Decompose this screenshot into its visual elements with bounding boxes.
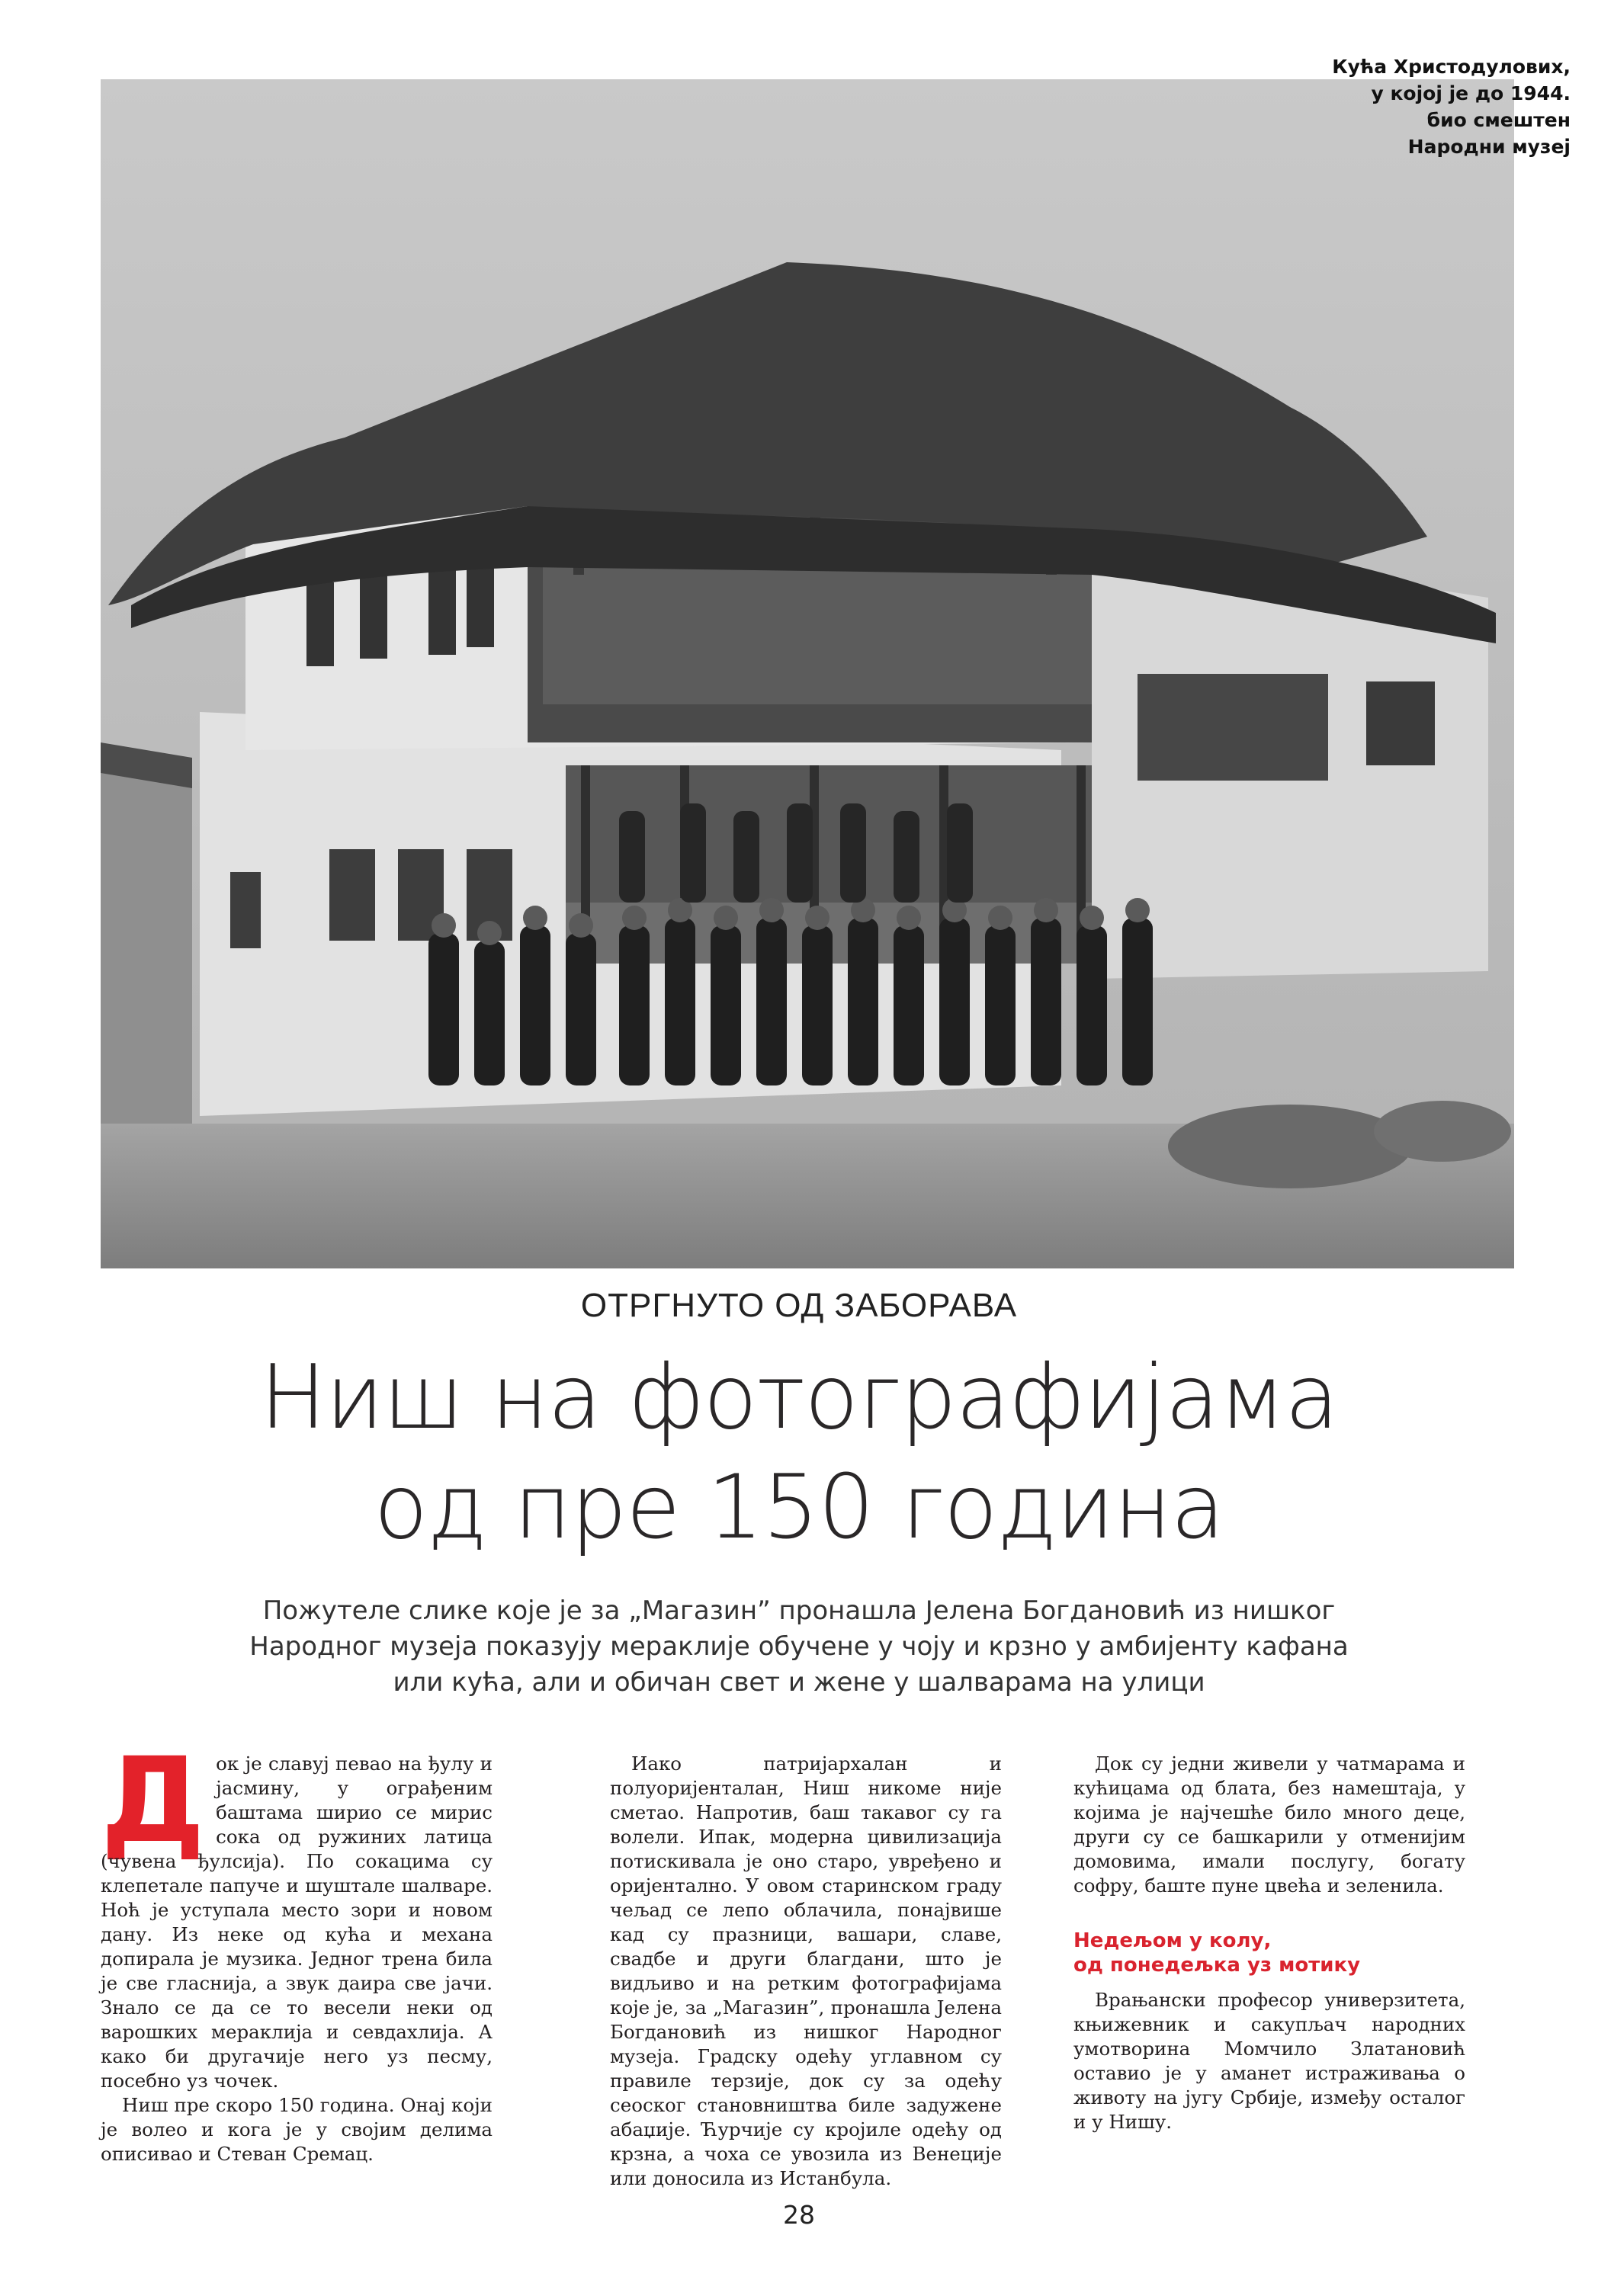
headline-line-2: од пре 150 година	[374, 1456, 1224, 1559]
deck-line: Пожутеле слике које је за „Магазин” пронашла Јелена Богдановић из нишког	[262, 1595, 1336, 1626]
paragraph: Врањански професор универзитета, књижевник и сакупљач народних умотворина Момчило Златановић оставио је у аманет истраживања о животу на југу Србије, између осталог и у Нишу.	[1073, 1989, 1465, 2133]
caption-line: у којој је до 1944.	[1371, 82, 1571, 104]
headline-line-1: Ниш на фотографијама	[259, 1346, 1339, 1449]
caption-line: Народни музеј	[1407, 136, 1571, 158]
paragraph: Иако патријархалан и полуоријенталан, Ниш никоме није сметао. Напротив, баш такавог су га волели. Ипак, модерна цивилизација потискивала је оно старо, увређено и оријентално. У овом старинском граду чељад се лепо облачила, понајвише кад су празници, вашари, славе, свадбе и други благдани, што је видљиво и на ретким фотографијама које је, за „Магазин”, пронашла Јелена Богдановић из нишког Народног музеја. Градску одећу углавном су правиле терзије, док су за одећу сеоског становништва биле задужене абаџије. Ћурчије су кројиле одећу од крзна, а чоха се увозила из Венеције или доносила из Истанбула.	[610, 1752, 1002, 2189]
paragraph: Ниш пре скоро 150 година. Онај који је волео и кога је у својим делима описивао и Стеван Сремац.	[101, 2094, 493, 2165]
column-3	[1073, 1752, 1465, 2134]
paragraph: Док су једни живели у чатмарама и кућицама од блата, без намештаја, у којима је најчешће било много деце, други су се башкарили у отменијим домовима, имали послугу, богату софру, баште пуне цвећа и зеленила.	[1073, 1752, 1465, 1897]
caption-line: Кућа Христодулових,	[1332, 56, 1571, 78]
deck-line: Народног музеја показују мераклије обучене у чоју и крзно у амбијенту кафана	[249, 1631, 1349, 1662]
paragraph: ок је славуј певао на ђулу и јасмину, у ограђеним баштама ширио се мирис сока од ружиних латица (чувена ђулсија). По сокацима су клепетале папуче и шуштале шалваре. Ноћ је уступала место зори и новом дану. Из неке од кућа и механа допирала је музика. Једног трена била је све гласнија, а звук даира све јачи. Знало се да се то весели неки од варошких мераклија и севдахлија. А како би другачије него уз песму, посебно уз чочек.	[101, 1752, 493, 2092]
house-photo	[101, 79, 1514, 1268]
house-illustration	[101, 79, 1514, 1268]
subhead	[1073, 1929, 1465, 1977]
kicker: ОТРГНУТО ОД ЗАБОРАВА	[580, 1287, 1018, 1324]
drop-cap: Д	[101, 1733, 206, 1869]
deck	[168, 1593, 1430, 1701]
subhead-line: Недељом у колу,	[1073, 1929, 1272, 1952]
column-1	[101, 1733, 493, 2166]
caption-line: био смештен	[1426, 109, 1571, 131]
page-number: 28	[783, 2200, 815, 2230]
headline	[0, 1343, 1598, 1563]
photo-caption	[1332, 53, 1571, 160]
subhead-line: од понедељка уз мотику	[1073, 1954, 1361, 1977]
deck-line: или кућа, али и обичан свет и жене у шалварама на улици	[393, 1667, 1205, 1698]
column-2	[610, 1752, 1002, 2191]
